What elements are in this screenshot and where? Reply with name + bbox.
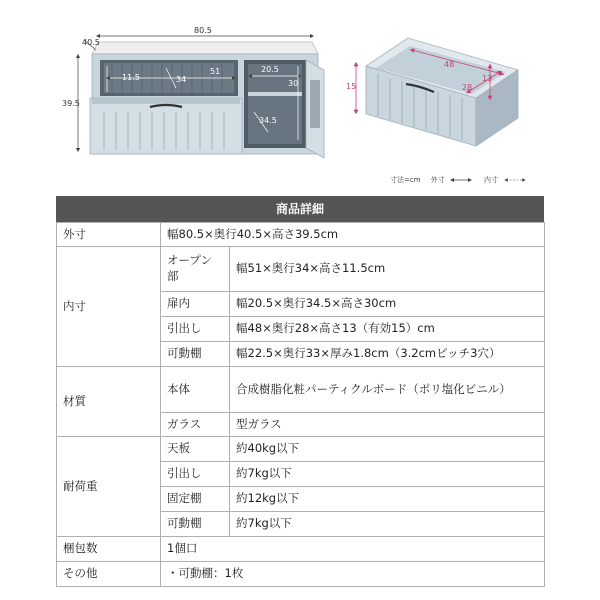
legend-outer: 外寸 [430, 176, 445, 184]
row-sub-label: 本体 [161, 367, 230, 413]
table-row [57, 367, 545, 413]
row-label-other: その他 [57, 562, 161, 587]
dim-open-width: 51 [210, 67, 221, 76]
dim-open-depth: 34 [176, 75, 187, 84]
row-label-material: 材質 [57, 367, 161, 437]
table-title: 商品詳細 [56, 196, 544, 222]
table-row [57, 247, 545, 292]
row-value-packages: 1個口 [161, 537, 545, 562]
row-sub-label: オープン部 [161, 247, 230, 292]
row-value-other: ・可動棚：1枚 [161, 562, 545, 587]
row-value: 幅20.5×奥行34.5×高さ30cm [230, 292, 545, 317]
row-sub-label: 天板 [161, 437, 230, 462]
row-sub-label: 扉内 [161, 292, 230, 317]
row-value: 幅48×奥行28×高さ13（有効15）cm [230, 317, 545, 342]
row-value: 約7kg以下 [230, 462, 545, 487]
row-label-load: 耐荷重 [57, 437, 161, 537]
dim-door-depth: 34.5 [259, 116, 277, 125]
table-row [57, 223, 545, 247]
row-value: 約40kg以下 [230, 437, 545, 462]
row-value: 幅51×奥行34×高さ11.5cm [230, 247, 545, 292]
row-value: 型ガラス [230, 413, 545, 437]
row-label-inner: 内寸 [57, 247, 161, 367]
row-label-outer: 外寸 [57, 223, 161, 247]
dim-drawer-width: 48 [444, 60, 455, 69]
row-label-packages: 梱包数 [57, 537, 161, 562]
row-value: 幅22.5×奥行33×厚み1.8cm（3.2cmピッチ3穴） [230, 342, 545, 367]
dim-open-height: 11.5 [122, 73, 140, 82]
legend-unit: 寸法=cm [390, 176, 421, 184]
dimension-drawing [0, 0, 600, 195]
row-sub-label: 可動棚 [161, 512, 230, 537]
dim-drawer-effective: 15 [346, 82, 357, 91]
row-value: 約7kg以下 [230, 512, 545, 537]
row-sub-label: 可動棚 [161, 342, 230, 367]
row-sub-label: ガラス [161, 413, 230, 437]
dim-height: 39.5 [62, 99, 80, 108]
row-sub-label: 引出し [161, 462, 230, 487]
drawer-drawing [356, 38, 518, 146]
dim-depth: 40.5 [82, 38, 100, 47]
dim-width: 80.5 [194, 26, 212, 35]
product-illustration [0, 0, 600, 195]
row-sub-label: 固定棚 [161, 487, 230, 512]
row-value: 約12kg以下 [230, 487, 545, 512]
dim-drawer-depth: 28 [462, 83, 473, 92]
row-value: 合成樹脂化粧パーティクルボード（ポリ塩化ビニル） [230, 367, 545, 413]
table-row [57, 537, 545, 562]
table-row [57, 562, 545, 587]
dim-door-height: 30 [288, 79, 299, 88]
dim-door-width: 20.5 [261, 65, 279, 74]
dimension-legend [390, 175, 498, 185]
product-details-table [56, 196, 544, 587]
cabinet-drawing [78, 36, 324, 158]
legend-inner: 内寸 [484, 176, 499, 184]
dim-drawer-height: 13 [482, 74, 493, 83]
table-row [57, 437, 545, 462]
spec-table [56, 222, 545, 587]
row-value-outer: 幅80.5×奥行40.5×高さ39.5cm [161, 223, 545, 247]
row-sub-label: 引出し [161, 317, 230, 342]
